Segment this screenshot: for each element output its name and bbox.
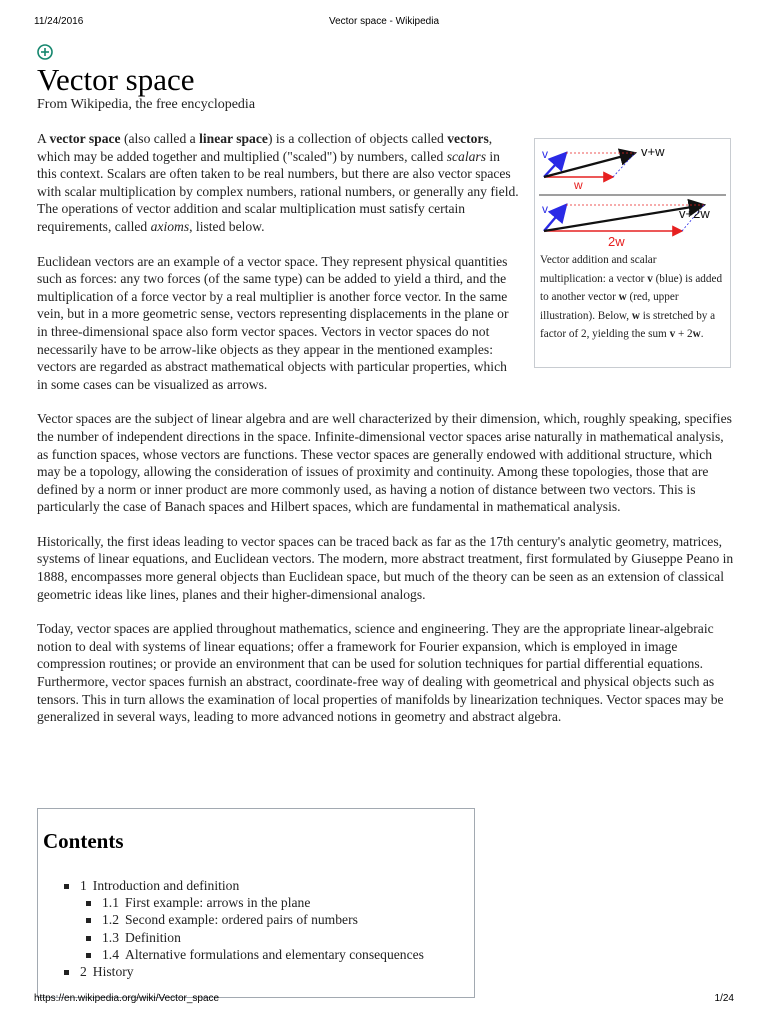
label-w: w (574, 178, 583, 192)
label-v-top: v (542, 147, 548, 161)
label-v-plus-2w: v+2w (679, 206, 710, 221)
label-v-bottom: v (542, 202, 548, 216)
label-2w: 2w (608, 234, 625, 249)
toc-title: Contents (43, 829, 124, 853)
vector-v-plus-w (544, 153, 635, 177)
toc-item-1-3[interactable]: 1.3 Definition (86, 929, 424, 946)
toc-item-1-2[interactable]: 1.2 Second example: ordered pairs of numbers (86, 911, 424, 928)
paragraph-applications: Today, vector spaces are applied throughout mathematics, science and engineering. They are the appropriate linear-algebraic notion to deal with systems of linear equations; offer a framework for Fourier expansion, which is employed in image compression routines; or provide an environment that can be used for solution techniques for partial differential equations. Furthermore, vector spaces furnish an abstract, coordinate-free way of dealing with geometrical and physical objects such as tensors. This in turn allows the examination of local properties of manifolds by linearization techniques. Vector spaces may be generalized in several ways, leading to more advanced notions in geometry and abstract algebra. (37, 621, 724, 725)
article-body (37, 130, 735, 743)
paragraph-linear-algebra: Vector spaces are the subject of linear algebra and are well characterized by their dimension, which, roughly speaking, specifies the number of independent directions in the space. Infinite-dimensional vector spaces arise naturally in mathematical analysis, as function spaces, whose vectors are functions. These vector spaces are generally endowed with additional structure, which may be a topology, allowing the consideration of issues of proximity and continuity. Among these topologies, those that are defined by a norm or inner product are more commonly used, as having a notion of distance between two vectors. This is particularly the case of Banach spaces and Hilbert spaces, which are fundamental in mathematical analysis. (37, 411, 732, 515)
toc-item-2[interactable]: 2 History (64, 963, 424, 980)
print-page-number: 1/24 (714, 993, 734, 1004)
vector-diagram (539, 143, 726, 253)
figure-caption: Vector addition and scalar multiplication: a vector v (blue) is added to another vector w (red, upper illustration). Below, w is stretched by a factor of 2, yielding the sum v + 2w. (540, 254, 723, 341)
toc-item-1[interactable]: 1 Introduction and definition (64, 877, 424, 894)
print-footer (0, 993, 768, 1007)
article-subtitle: From Wikipedia, the free encyclopedia (37, 97, 256, 112)
page-title: Vector space (37, 62, 195, 97)
paragraph-euclidean: Euclidean vectors are an example of a vector space. They represent physical quantities such as forces: any two forces (of the same type) can be added to yield a third, and the multiplication of a force vector by a real multiplier is another force vector. In the same vein, but in a more geometric sense, vectors representing displacements in the plane or in three-dimensional space also form vector spaces. Vectors in vector spaces do not necessarily have to be arrow-like objects as they appear in the mentioned examples: vectors are regarded as abstract mathematical objects with particular properties, which in some cases can be visualized as arrows. (37, 253, 509, 392)
toc-item-1-1[interactable]: 1.1 First example: arrows in the plane (86, 894, 424, 911)
toc-list (64, 877, 424, 980)
label-v-plus-w: v+w (641, 144, 665, 159)
table-of-contents (37, 808, 475, 998)
print-date: 11/24/2016 (34, 16, 84, 27)
print-header (0, 16, 768, 30)
link-vector-space[interactable]: vector space (49, 131, 121, 146)
paragraph-intro: A vector space (also called a linear space) is a collection of objects called vectors, which may be added together and multiplied ("scaled") by numbers, called scalars in this context. Scalars are often taken to be real numbers, but there are also vector spaces with scalar multiplication by complex numbers, rational numbers, or generally any field. The operations of vector addition and scalar multiplication must satisfy certain requirements, called axioms, listed below. (37, 131, 519, 234)
paragraph-history: Historically, the first ideas leading to vector spaces can be traced back as far as the 17th century's analytic geometry, matrices, systems of linear equations, and Euclidean vectors. The modern, more abstract treatment, first formulated by Giuseppe Peano in 1888, encompasses more general objects than Euclidean space, but much of the theory can be seen as an extension of classical geometric ideas like lines, planes and their higher-dimensional analogs. (37, 533, 734, 602)
toc-item-1-4[interactable]: 1.4 Alternative formulations and elementary consequences (86, 946, 424, 963)
print-url: https://en.wikipedia.org/wiki/Vector_space (34, 993, 220, 1004)
plus-circle-icon[interactable] (37, 44, 53, 60)
vector-addition-figure (534, 138, 731, 368)
print-page-title: Vector space - Wikipedia (328, 16, 440, 27)
